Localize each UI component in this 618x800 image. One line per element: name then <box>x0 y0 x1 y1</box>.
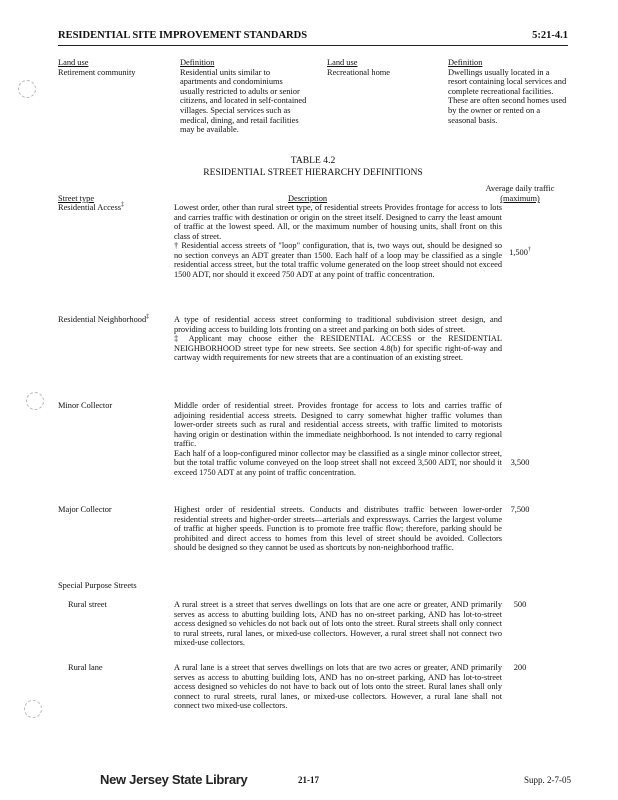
desc-rural-lane: A rural lane is a street that serves dwellings on lots that are two acres or greater, AND primarily serves as access to abutting building lots, AND has no on-street parking, AND has lot-to-street access designed so vehicles do not have to back out of lots onto the street. Rural lanes shall only connect to rural streets, rural lanes, or mixed-use collectors. However, a rural lane shall not connect two mixed-use collectors. <box>174 663 502 711</box>
desc-rural-street: A rural street is a street that serves dwellings on lots that are one acre or greater, AND primarily serves as access to abutting building lots, AND has no on-street parking, AND has lot-to-street access designed so vehicles do not back out of lots onto the street. Rural streets shall only connect to rural streets, rural lanes, or mixed-use collectors. However, a rural street shall not connect two mixed-use collectors. <box>174 600 502 648</box>
definition-value: Residential units similar to apartments and condominiums usually restricted to adults or senior citizens, and located in self-contained villages. Special services such as medical, dining, and retail facilities may be available. <box>180 67 307 135</box>
land-use-label: Land use <box>327 58 358 67</box>
library-watermark: New Jersey State Library <box>100 772 248 787</box>
adt-rural-street: 500 <box>513 600 527 609</box>
street-type-header: Street type <box>58 194 95 203</box>
definition-label: Definition <box>180 58 215 67</box>
page-number: 21-17 <box>298 775 319 785</box>
definition-label: Definition <box>448 58 483 67</box>
adt-header-line1: Average daily traffic <box>485 184 555 193</box>
punch-hole-mark <box>24 700 42 718</box>
street-type-residential-neighborhood: Residential Neighborhood‡ <box>58 314 150 324</box>
desc-residential-neighborhood: A type of residential access street conforming to traditional subdivision street design, and providing access to building lots fronting on a street and parking on both sides of street. ‡ Applicant may choose either the RESIDENTIAL ACCESS or the RESIDENTIAL NEIGHBORHOOD street type for new streets. See section 4.8(b) for specific right-of-way and cartway width requirements for new streets that are a continuation of an existing street. <box>174 315 502 363</box>
table-title-block <box>58 155 568 178</box>
street-type-residential-access: Residential Access‡ <box>58 202 125 212</box>
supplement-date: Supp. 2-7-05 <box>524 775 571 785</box>
header-title: RESIDENTIAL SITE IMPROVEMENT STANDARDS <box>58 30 308 41</box>
special-purpose-heading: Special Purpose Streets <box>58 581 137 590</box>
definition-col-1 <box>180 58 308 135</box>
adt-header-line2: (maximum) <box>500 194 540 203</box>
street-type-rural-street: Rural street <box>68 600 107 609</box>
landuse-col-2 <box>327 58 437 77</box>
table-title: RESIDENTIAL STREET HIERARCHY DEFINITIONS <box>203 166 423 178</box>
page-header <box>58 27 568 46</box>
desc-minor-collector: Middle order of residential street. Provides frontage for access to lots and carries traffic of adjoining residential access streets. Designed to carry somewhat higher traffic volumes than lower-order streets such as rural and residential access streets, with traffic limited to motorists having origin or destination within the immediate neighborhood. Is not intended to carry regional traffic. Each half of a loop-configured minor collector may be classified as a single minor collector street, but the total traffic volume conveyed on the loop street shall not exceed 3,500 ADT, nor should it exceed 1750 ADT at any point of traffic concentration. <box>174 401 502 477</box>
land-use-value: Retirement community <box>58 67 136 77</box>
adt-rural-lane: 200 <box>513 663 527 672</box>
adt-residential-access: 1,500† <box>509 247 531 257</box>
land-use-value: Recreational home <box>327 67 391 77</box>
punch-hole-mark <box>26 392 44 410</box>
table-number: TABLE 4.2 <box>290 155 336 166</box>
desc-residential-access: Lowest order, other than rural street type, of residential streets Provides frontage for access to lots and carries traffic with destination or origin on the street itself. Designed to carry the least amount of traffic at the lowest speed. All, or the maximum number of housing units, shall front on this class of street. † Residential access streets of "loop" configuration, that is, two ways out, should be designed so no section conveys an ADT greater than 1500. Each half of a loop may be classified as a single residential access street, but the total traffic volume generated on the loop street should not exceed 1500 ADT, nor should it exceed 750 ADT at any point of traffic concentration. <box>174 203 502 279</box>
punch-hole-mark <box>18 80 36 98</box>
desc-major-collector: Highest order of residential streets. Conducts and distributes traffic between lower-order residential streets and higher-order streets—arterials and expressways. Carries the largest volume of traffic at higher speeds. Function is to promote free traffic flow; therefore, parking should be prohibited and direct access to homes from this level of street should be avoided. Collectors should be designed so they cannot be used as shortcuts by non-neighborhood traffic. <box>174 505 502 553</box>
street-type-rural-lane: Rural lane <box>68 663 103 672</box>
definition-value: Dwellings usually located in a resort containing local services and complete recreational facilities. These are often second homes used by the owner or rented on a seasonal basis. <box>448 67 567 125</box>
street-type-major-collector: Major Collector <box>58 505 112 514</box>
land-use-label: Land use <box>58 58 89 67</box>
adt-major-collector: 7,500 <box>510 505 530 514</box>
landuse-col-1 <box>58 58 168 77</box>
street-type-minor-collector: Minor Collector <box>58 401 113 410</box>
description-header: Description <box>288 194 328 203</box>
header-section: 5:21-4.1 <box>532 30 568 41</box>
definition-col-2 <box>448 58 570 125</box>
adt-minor-collector: 3,500 <box>510 458 530 467</box>
adt-header <box>470 184 570 204</box>
